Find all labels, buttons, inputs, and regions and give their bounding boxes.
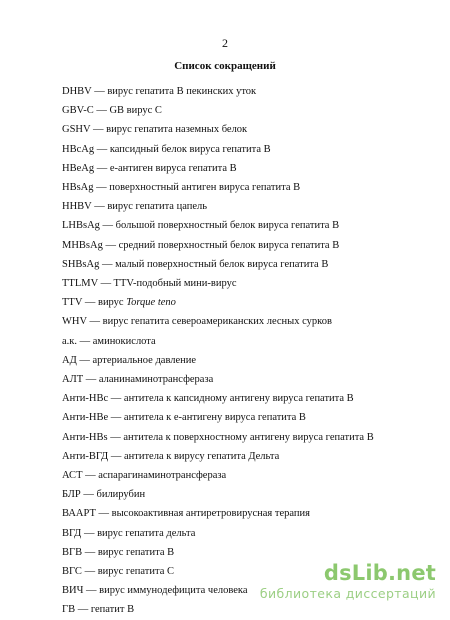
abbreviation-definition: аланинаминотрансфераза <box>98 374 214 386</box>
abbreviation-entry <box>62 101 374 120</box>
abbreviation-definition: капсидный белок вируса гепатита В <box>109 143 271 155</box>
abbreviation-definition: вирус гепатита дельта <box>97 527 196 539</box>
page-number: 2 <box>222 36 228 50</box>
abbreviation-term: SHBsAg <box>62 258 100 270</box>
entry-dash: — <box>102 220 114 232</box>
abbreviation-definition: вирус гепатита С <box>97 566 174 578</box>
abbreviation-definition: антитела к поверхностному антигену вируса гепатита В <box>123 431 374 443</box>
entry-dash: — <box>85 374 97 386</box>
entry-dash: — <box>94 86 105 97</box>
entry-dash: — <box>85 470 96 482</box>
abbreviation-entry <box>62 216 374 235</box>
abbreviation-term: TTV <box>62 297 83 309</box>
entry-dash: — <box>77 604 89 616</box>
abbreviation-definition: билирубин <box>96 489 146 501</box>
abbreviation-term: ВГВ <box>62 546 83 558</box>
abbreviation-term: DHBV <box>62 86 92 97</box>
entry-dash: — <box>84 546 96 558</box>
entry-dash: — <box>105 239 116 251</box>
abbreviation-term: Анти-НВе <box>62 412 109 424</box>
abbreviation-definition-italic: Torque teno <box>126 297 176 309</box>
entry-dash: — <box>89 316 101 328</box>
abbreviation-entry <box>62 332 374 351</box>
abbreviation-entry <box>62 447 374 466</box>
abbreviation-term: TTLMV <box>62 278 98 290</box>
abbreviation-definition: вирус иммунодефицита человека <box>99 585 248 597</box>
abbreviation-definition: большой поверхностный белок вируса гепатита В <box>115 220 340 232</box>
abbreviation-term: HHBV <box>62 201 92 213</box>
abbreviation-entry <box>62 428 374 447</box>
abbreviation-term: АД <box>62 354 77 366</box>
abbreviation-definition: поверхностный антиген вируса гепатита В <box>109 182 301 194</box>
abbreviation-term: Анти-НВs <box>62 431 108 443</box>
abbreviation-entry <box>62 524 374 543</box>
abbreviation-term: HBsAg <box>62 182 94 194</box>
abbreviation-term: Анти-ВГД <box>62 450 109 462</box>
abbreviation-entry <box>62 255 374 274</box>
abbreviation-entry <box>62 274 374 293</box>
watermark <box>246 561 436 607</box>
abbreviation-definition: гепатит В <box>90 604 135 616</box>
page-title: Список сокращений <box>174 60 276 72</box>
abbreviation-definition: антитела к капсидному антигену вируса гепатита В <box>123 393 354 405</box>
entry-dash: — <box>110 431 121 443</box>
abbreviation-list <box>62 82 374 620</box>
abbreviation-entry <box>62 312 374 331</box>
abbreviation-entry <box>62 408 374 427</box>
abbreviation-definition: антитела к е-антигену вируса гепатита В <box>123 412 306 424</box>
abbreviation-definition: аспарагинаминотрансфераза <box>98 470 227 482</box>
entry-dash: — <box>96 105 107 117</box>
entry-dash: — <box>86 585 97 597</box>
abbreviation-definition: TTV-подобный мини-вирус <box>113 278 237 290</box>
entry-dash: — <box>79 354 90 366</box>
watermark-subtitle: библиотека диссертаций <box>259 586 436 601</box>
entry-dash: — <box>96 143 108 155</box>
abbreviation-definition: е-антиген вируса гепатита В <box>109 162 237 174</box>
abbreviation-entry <box>62 351 374 370</box>
abbreviation-term: АЛТ <box>62 374 84 386</box>
abbreviation-term: MHBsAg <box>62 239 103 251</box>
abbreviation-term: WHV <box>62 316 87 328</box>
abbreviation-entry <box>62 82 374 101</box>
abbreviation-entry <box>62 504 374 523</box>
abbreviation-entry <box>62 159 374 178</box>
entry-dash: — <box>100 278 112 290</box>
abbreviation-term: GSHV <box>62 124 91 136</box>
abbreviation-entry <box>62 466 374 485</box>
entry-dash: — <box>110 412 122 424</box>
watermark-logo: dsLib.net <box>323 561 436 585</box>
abbreviation-definition: средний поверхностный белок вируса гепатита В <box>118 239 340 251</box>
abbreviation-term: ВГС <box>62 566 82 578</box>
abbreviation-definition: антитела к вирусу гепатита Дельта <box>123 450 280 462</box>
abbreviation-entry <box>62 370 374 389</box>
abbreviation-entry <box>62 140 374 159</box>
abbreviation-term: ГВ <box>62 604 76 616</box>
abbreviation-definition: вирус гепатита В <box>97 546 175 558</box>
entry-dash: — <box>79 335 91 347</box>
entry-dash: — <box>110 393 122 405</box>
abbreviation-entry <box>62 236 374 255</box>
entry-dash: — <box>110 450 122 462</box>
entry-dash: — <box>94 201 105 213</box>
abbreviation-entry <box>62 485 374 504</box>
entry-dash: — <box>101 258 113 270</box>
entry-dash: — <box>96 162 108 174</box>
abbreviation-entry <box>62 389 374 408</box>
abbreviation-definition: вирус гепатита североамериканских лесных сурков <box>102 316 332 328</box>
entry-dash: — <box>96 182 107 194</box>
entry-dash: — <box>93 124 104 136</box>
abbreviation-definition: вирус гепатита наземных белок <box>106 124 248 136</box>
abbreviation-entry <box>62 197 374 216</box>
abbreviation-definition: GB вирус С <box>109 105 162 117</box>
abbreviation-term: БЛР <box>62 489 81 501</box>
abbreviation-entry <box>62 543 374 562</box>
abbreviation-definition: аминокислота <box>92 335 156 347</box>
abbreviation-term: LHBsAg <box>62 220 100 232</box>
abbreviation-definition: вирус гепатита В пекинских уток <box>107 86 257 97</box>
entry-dash: — <box>83 527 95 539</box>
entry-dash: — <box>83 489 94 501</box>
abbreviation-term: GBV-C <box>62 105 94 117</box>
abbreviation-term: ВААРТ <box>62 508 96 520</box>
abbreviation-term: ВИЧ <box>62 585 84 597</box>
entry-dash: — <box>84 566 96 578</box>
abbreviation-definition: вирус <box>97 297 127 309</box>
abbreviation-entry <box>62 120 374 139</box>
abbreviation-entry <box>62 293 374 312</box>
abbreviation-term: HBeAg <box>62 162 95 174</box>
entry-dash: — <box>84 297 96 309</box>
abbreviation-entry <box>62 178 374 197</box>
abbreviation-term: Анти-НВс <box>62 393 109 405</box>
entry-dash: — <box>98 508 110 520</box>
abbreviation-term: HBcAg <box>62 143 95 155</box>
abbreviation-term: ВГД <box>62 527 82 539</box>
abbreviation-definition: артериальное давление <box>92 354 197 366</box>
abbreviation-definition: вирус гепатита цапель <box>107 201 208 213</box>
abbreviation-definition: высокоактивная антиретровирусная терапия <box>111 508 310 520</box>
abbreviation-definition: малый поверхностный белок вируса гепатита В <box>115 258 329 270</box>
abbreviation-term: АСТ <box>62 470 83 482</box>
abbreviation-term: а.к. <box>62 335 78 347</box>
